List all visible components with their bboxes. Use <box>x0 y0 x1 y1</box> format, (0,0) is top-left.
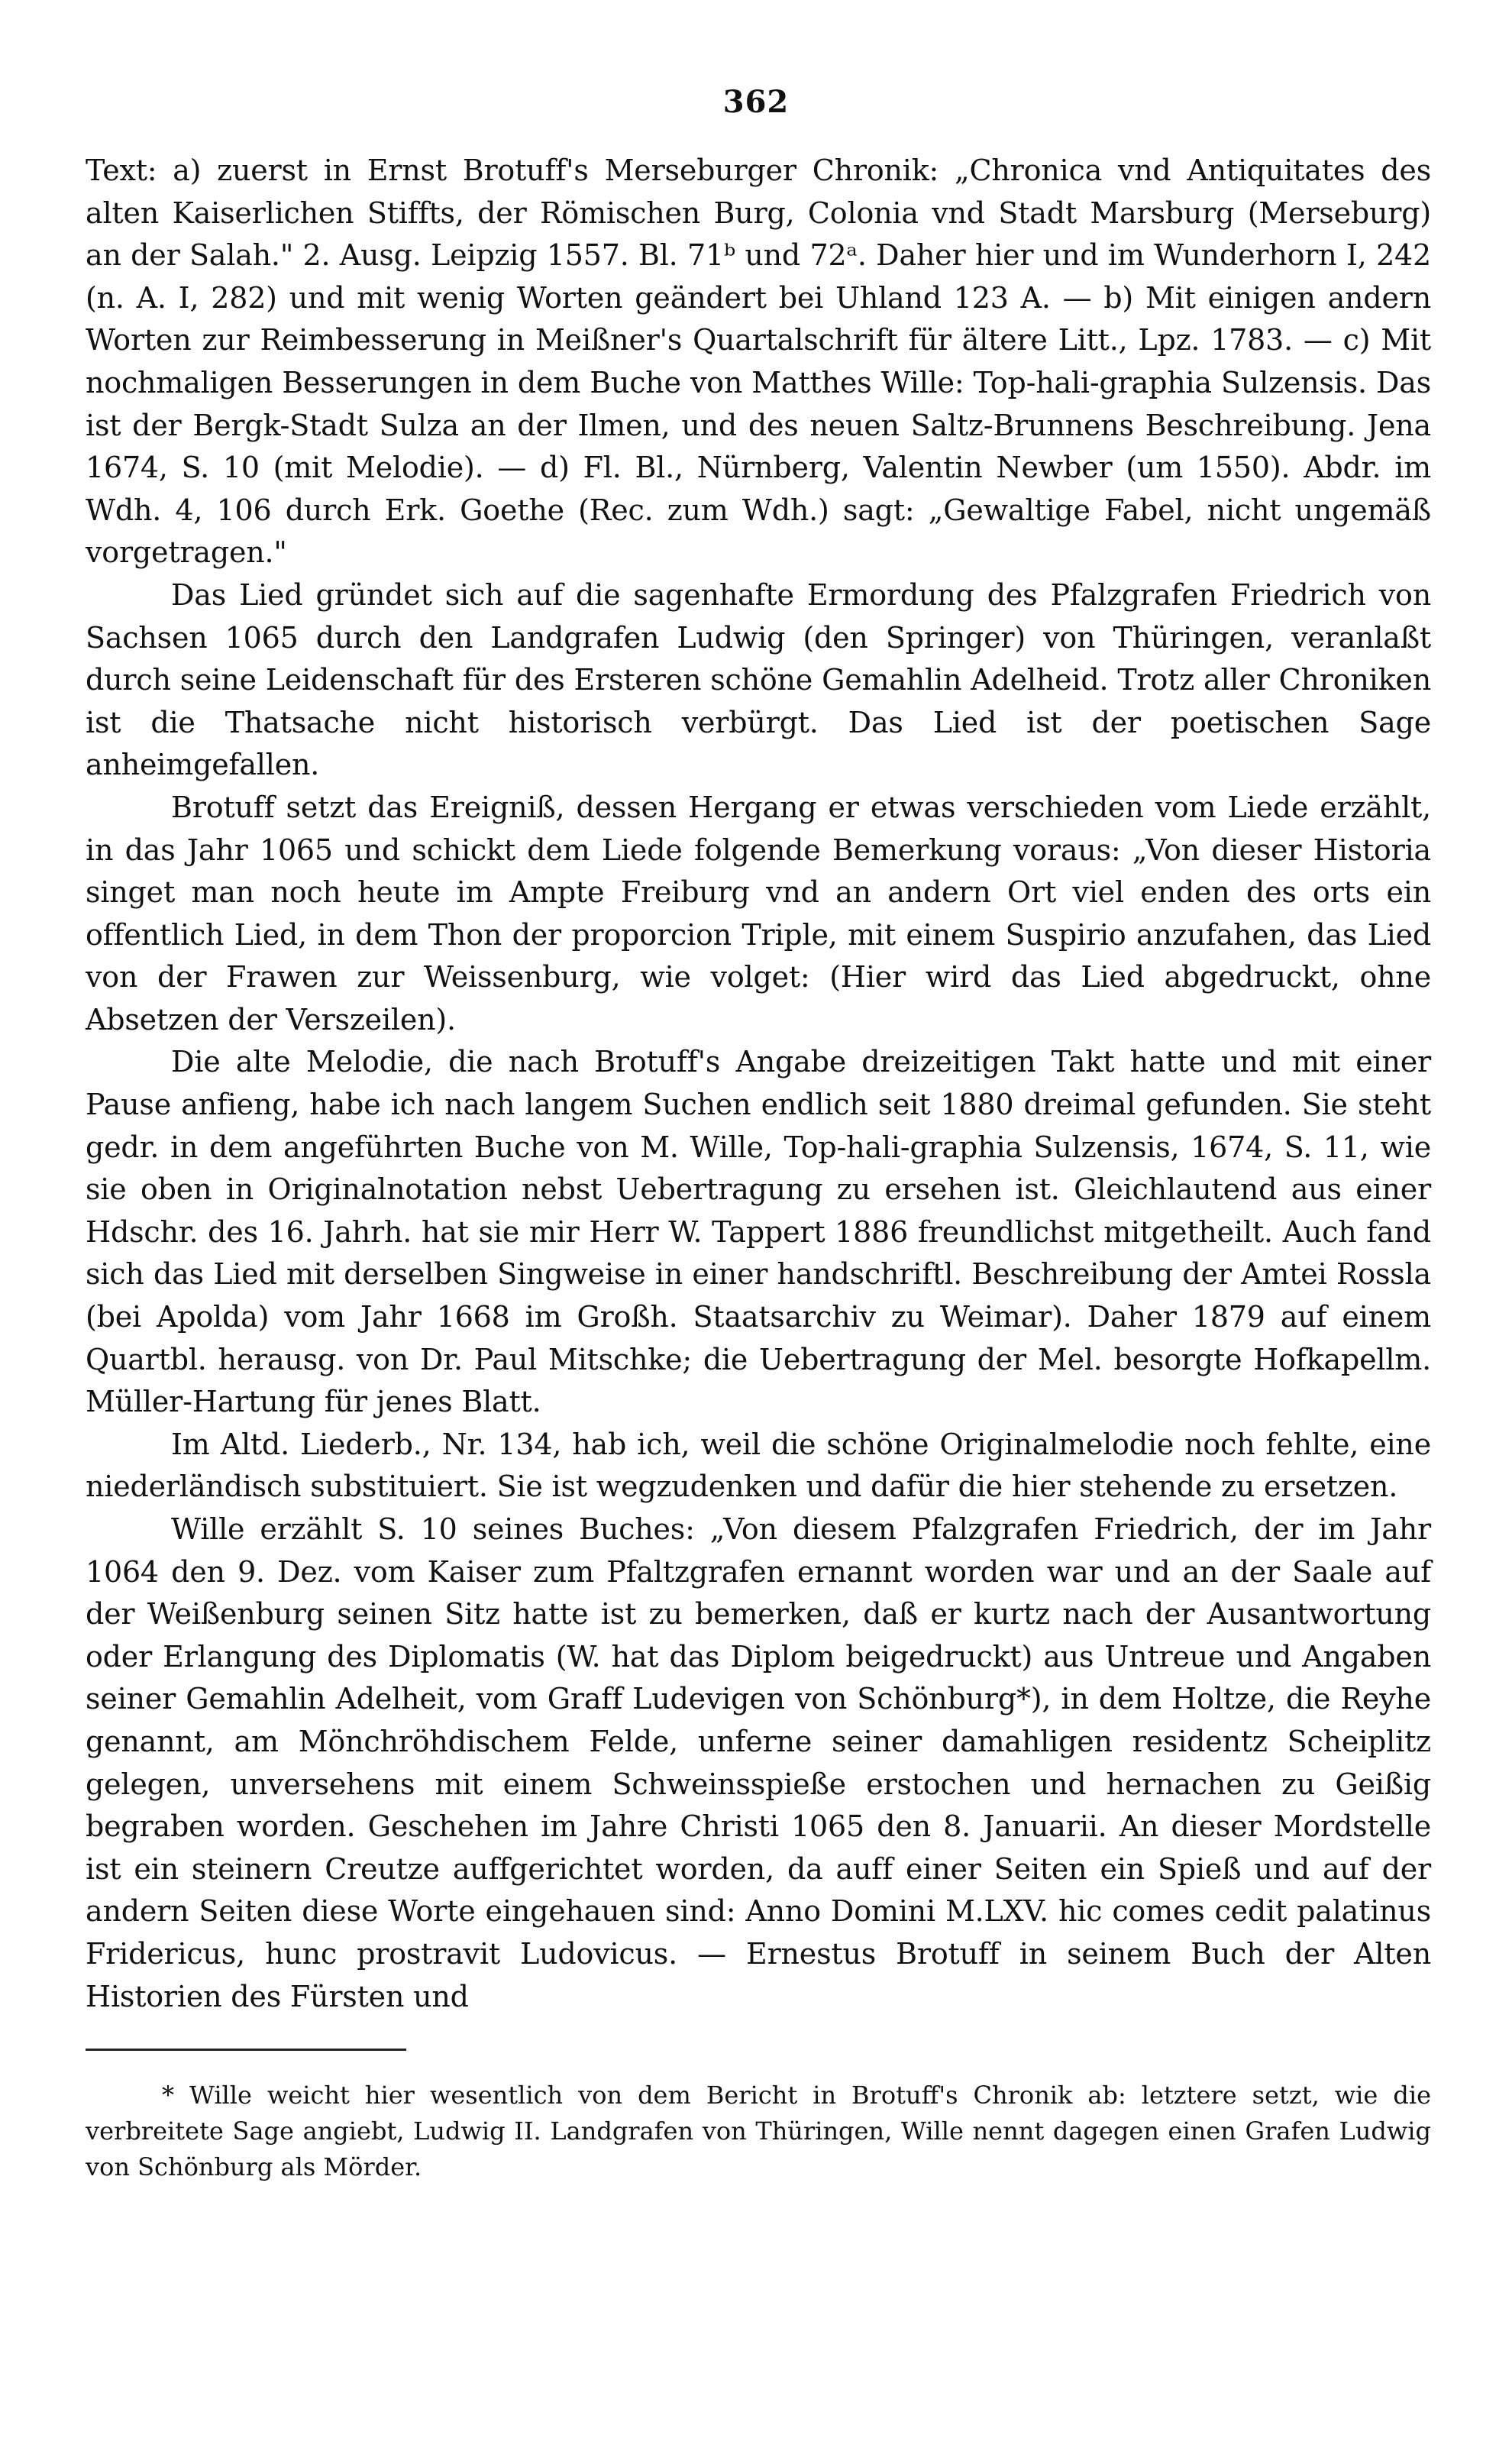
footnote-divider <box>86 2049 406 2051</box>
paragraph-brotuff-account: Brotuff setzt das Ereigniß, dessen Hergang er etwas verschieden vom Liede erzählt, in das Jahr 1065 und schickt dem Liede folgende Bemerkung voraus: „Von dieser Historia singet man noch heute im Ampte Freiburg vnd an andern Ort viel enden des orts ein offentlich Lied, in dem Thon der proporcion Triple, mit einem Suspirio anzufahen, das Lied von der Frawen zur Weissenburg, wie volget: (Hier wird das Lied abgedruckt, ohne Absetzen der Verszeilen). <box>86 790 1431 1036</box>
paragraph-wille-account: Wille erzählt S. 10 seines Buches: „Von diesem Pfalzgrafen Friedrich, der im Jahr 1064 den 9. Dez. vom Kaiser zum Pfaltzgrafen ernannt worden war und an der Saale auf der Weißenburg seinen Sitz hatte ist zu bemerken, daß er kurtz nach der Ausantwortung oder Erlangung des Diplomatis (W. hat das Diplom beigedruckt) aus Untreue und Angaben seiner Gemahlin Adelheit, vom Graff Ludevigen von Schönburg*), in dem Holtze, die Reyhe genannt, am Mönchröhdischem Felde, unferne seiner damahligen residentz Scheiplitz gelegen, unversehens mit einem Schweinsspieße erstochen und hernachen zu Geißig begraben worden. Geschehen im Jahre Christi 1065 den 8. Januarii. An dieser Mordstelle ist ein steinern Creutze auffgerichtet worden, da auff einer Seiten ein Spieß und auf der andern Seiten diese Worte eingehauen sind: Anno Domini M.LXV. hic comes cedit palatinus Fridericus, hunc prostravit Ludovicus. — Ernestus Brotuff in seinem Buch der Alten Historien des Fürsten und <box>86 1512 1431 2013</box>
footnote: * Wille weicht hier wesentlich von dem Bericht in Brotuff's Chronik ab: letztere setzt, wie die verbreitete Sage angiebt, Ludwig II. Landgrafen von Thüringen, Wille nennt dagegen einen Grafen Ludwig von Schönburg als Mörder. <box>86 2081 1431 2181</box>
paragraph-liederbuch-note: Im Altd. Liederb., Nr. 134, hab ich, weil die schöne Originalmelodie noch fehlte, eine niederländisch substituiert. Sie ist wegzudenken und dafür die hier stehende zu ersetzen. <box>86 1427 1431 1504</box>
body-text <box>86 150 1431 2018</box>
paragraph-melody-history: Die alte Melodie, die nach Brotuff's Angabe dreizeitigen Takt hatte und mit einer Pause anfieng, habe ich nach langem Suchen endlich seit 1880 dreimal gefunden. Sie steht gedr. in dem angeführten Buche von M. Wille, Top-hali-graphia Sulzensis, 1674, S. 11, wie sie oben in Originalnotation nebst Uebertragung zu ersehen ist. Gleichlautend aus einer Hdschr. des 16. Jahrh. hat sie mir Herr W. Tappert 1886 freundlichst mitgetheilt. Auch fand sich das Lied mit derselben Singweise in einer handschriftl. Beschreibung der Amtei Rossla (bei Apolda) vom Jahr 1668 im Großh. Staatsarchiv zu Weimar). Daher 1879 auf einem Quartbl. herausg. von Dr. Paul Mitschke; die Uebertragung der Mel. besorgte Hofkapellm. Müller-Hartung für jenes Blatt. <box>86 1045 1431 1419</box>
page-number: 362 <box>722 84 790 120</box>
paragraph-text-sources: Text: a) zuerst in Ernst Brotuff's Merseburger Chronik: „Chronica vnd Antiquitates des alten Kaiserlichen Stiffts, der Römischen Burg, Colonia vnd Stadt Marsburg (Merseburg) an der Salah." 2. Ausg. Leipzig 1557. Bl. 71ᵇ und 72ᵃ. Daher hier und im Wunderhorn I, 242 (n. A. I, 282) und mit wenig Worten geändert bei Uhland 123 A. — b) Mit einigen andern Worten zur Reimbesserung in Meißner's Quartalschrift für ältere Litt., Lpz. 1783. — c) Mit nochmaligen Besserungen in dem Buche von Matthes Wille: Top-hali-graphia Sulzensis. Das ist der Bergk-Stadt Sulza an der Ilmen, und des neuen Saltz-Brunnens Beschreibung. Jena 1674, S. 10 (mit Melodie). — d) Fl. Bl., Nürnberg, Valentin Newber (um 1550). Abdr. im Wdh. 4, 106 durch Erk. Goethe (Rec. zum Wdh.) sagt: „Gewaltige Fabel, nicht ungemäß vorgetragen." <box>86 154 1431 570</box>
paragraph-legend-basis: Das Lied gründet sich auf die sagenhafte Ermordung des Pfalzgrafen Friedrich von Sachsen 1065 durch den Landgrafen Ludwig (den Springer) von Thüringen, veranlaßt durch seine Leidenschaft für des Ersteren schöne Gemahlin Adelheid. Trotz aller Chroniken ist die Thatsache nicht historisch verbürgt. Das Lied ist der poetischen Sage anheimgefallen. <box>86 577 1431 782</box>
